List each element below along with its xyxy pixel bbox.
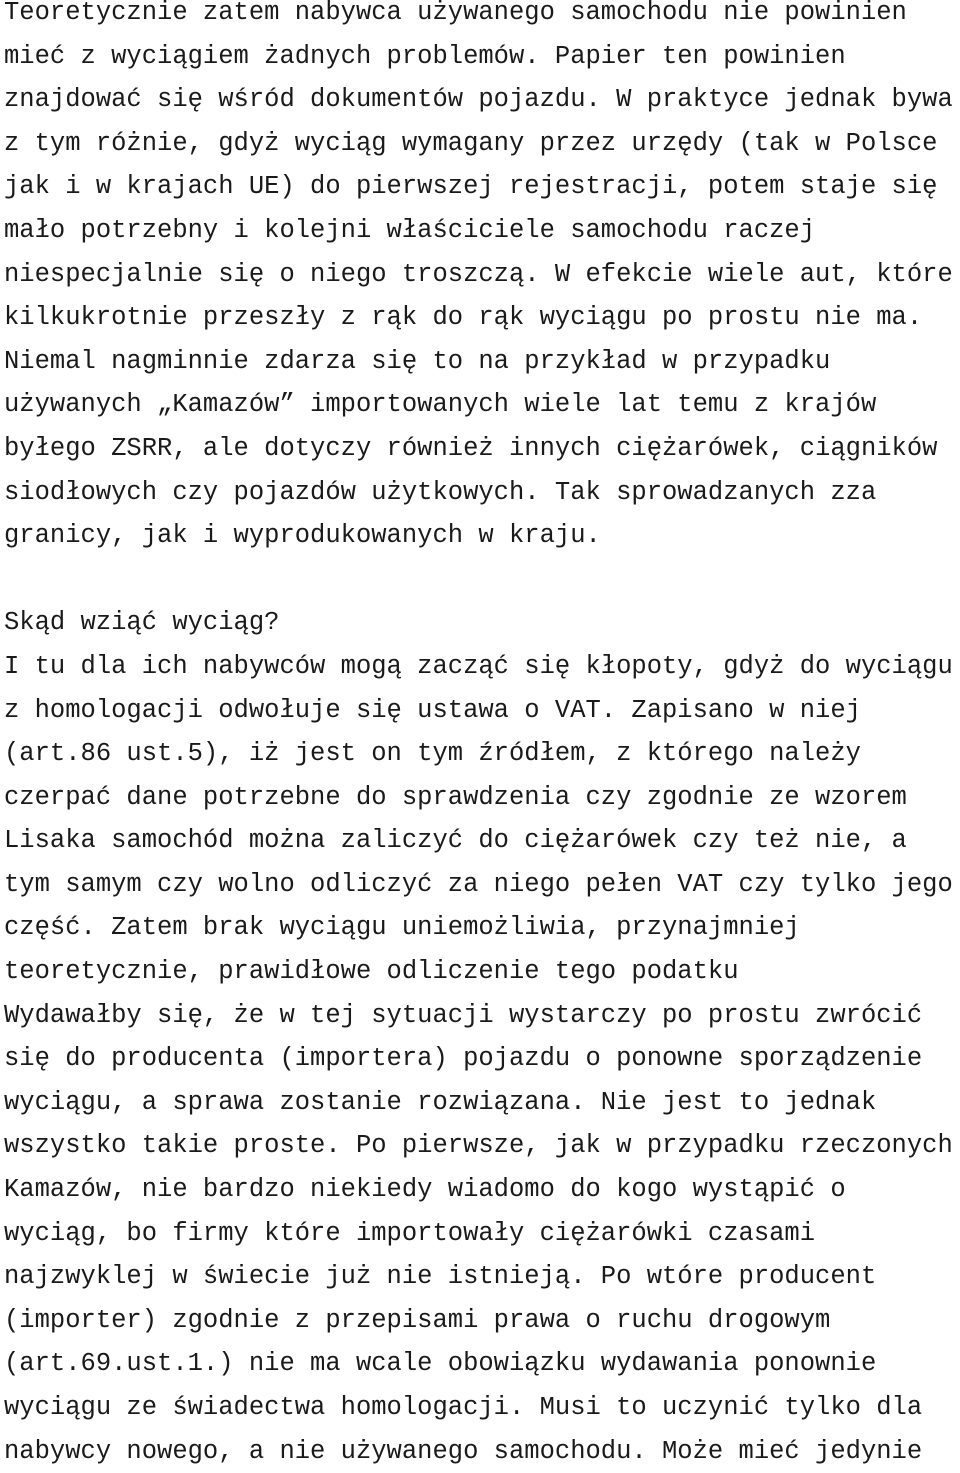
text-line: (art.69.ust.1.) nie ma wcale obowiązku wydawania ponownie — [4, 1349, 877, 1379]
text-line: siodłowych czy pojazdów użytkowych. Tak sprowadzanych zza — [4, 477, 877, 507]
text-line: z homologacji odwołuje się ustawa o VAT. Zapisano w niej — [4, 695, 861, 725]
document-page — [4, 0, 956, 1473]
text-line: (importer) zgodnie z przepisami prawa o ruchu drogowym — [4, 1305, 831, 1335]
text-line: wyciągu ze świadectwa homologacji. Musi to uczynić tylko dla — [4, 1393, 923, 1422]
text-line: kilkukrotnie przeszły z rąk do rąk wyciągu po prostu nie ma. — [4, 303, 923, 333]
text-line: się do producenta (importera) pojazdu o ponowne sporządzenie — [4, 1044, 923, 1074]
text-line: teoretycznie, prawidłowe odliczenie tego podatku — [4, 957, 739, 987]
text-line: Niemal nagminnie zdarza się to na przykład w przypadku — [4, 346, 831, 376]
text-line: znajdować się wśród dokumentów pojazdu. W praktyce jednak bywa — [4, 85, 953, 115]
text-line: (art.86 ust.5), iż jest on tym źródłem, z którego należy — [4, 739, 861, 769]
section-heading: Skąd wziąć wyciąg? — [4, 608, 280, 638]
text-line: czerpać dane potrzebne do sprawdzenia czy zgodnie ze wzorem — [4, 782, 907, 812]
text-line: I tu dla ich nabywców mogą zacząć się kłopoty, gdyż do wyciągu — [4, 651, 953, 681]
text-line: wszystko takie proste. Po pierwsze, jak w przypadku rzeczonych — [4, 1131, 953, 1161]
text-line: Lisaka samochód można zaliczyć do ciężarówek czy też nie, a — [4, 826, 907, 856]
text-line: mało potrzebny i kolejni właściciele samochodu raczej — [4, 215, 816, 245]
text-line: wyciąg, bo firmy które importowały ciężarówki czasami — [4, 1218, 816, 1248]
text-line: nabywcy nowego, a nie używanego samochodu. Może mieć jedynie — [4, 1436, 923, 1466]
text-line: część. Zatem brak wyciągu uniemożliwia, przynajmniej — [4, 913, 800, 943]
text-line: najzwyklej w świecie już nie istnieją. Po wtóre producent — [4, 1262, 877, 1292]
text-line: używanych „Kamazów” importowanych wiele lat temu z krajów — [4, 390, 877, 420]
text-line: z tym różnie, gdyż wyciąg wymagany przez urzędy (tak w Polsce — [4, 128, 938, 158]
paragraph-2 — [4, 645, 956, 1473]
text-line: tym samym czy wolno odliczyć za niego pełen VAT czy tylko jego — [4, 869, 953, 899]
text-line: jak i w krajach UE) do pierwszej rejestracji, potem staje się — [4, 172, 938, 202]
text-line: byłego ZSRR, ale dotyczy również innych ciężarówek, ciągników — [4, 433, 938, 463]
text-line: Wydawałby się, że w tej sytuacji wystarczy po prostu zwrócić — [4, 1000, 923, 1030]
paragraph-spacer — [4, 558, 956, 602]
text-line: granicy, jak i wyprodukowanych w kraju. — [4, 521, 601, 551]
text-line: wyciągu, a sprawa zostanie rozwiązana. Nie jest to jednak — [4, 1087, 877, 1117]
text-line: niespecjalnie się o niego troszczą. W efekcie wiele aut, które — [4, 259, 953, 289]
text-line: Kamazów, nie bardzo niekiedy wiadomo do kogo wystąpić o — [4, 1175, 846, 1205]
text-line: mieć z wyciągiem żadnych problemów. Papier ten powinien — [4, 41, 846, 71]
text-line: Teoretycznie zatem nabywca używanego samochodu nie powinien — [4, 0, 907, 27]
paragraph-1 — [4, 0, 956, 558]
